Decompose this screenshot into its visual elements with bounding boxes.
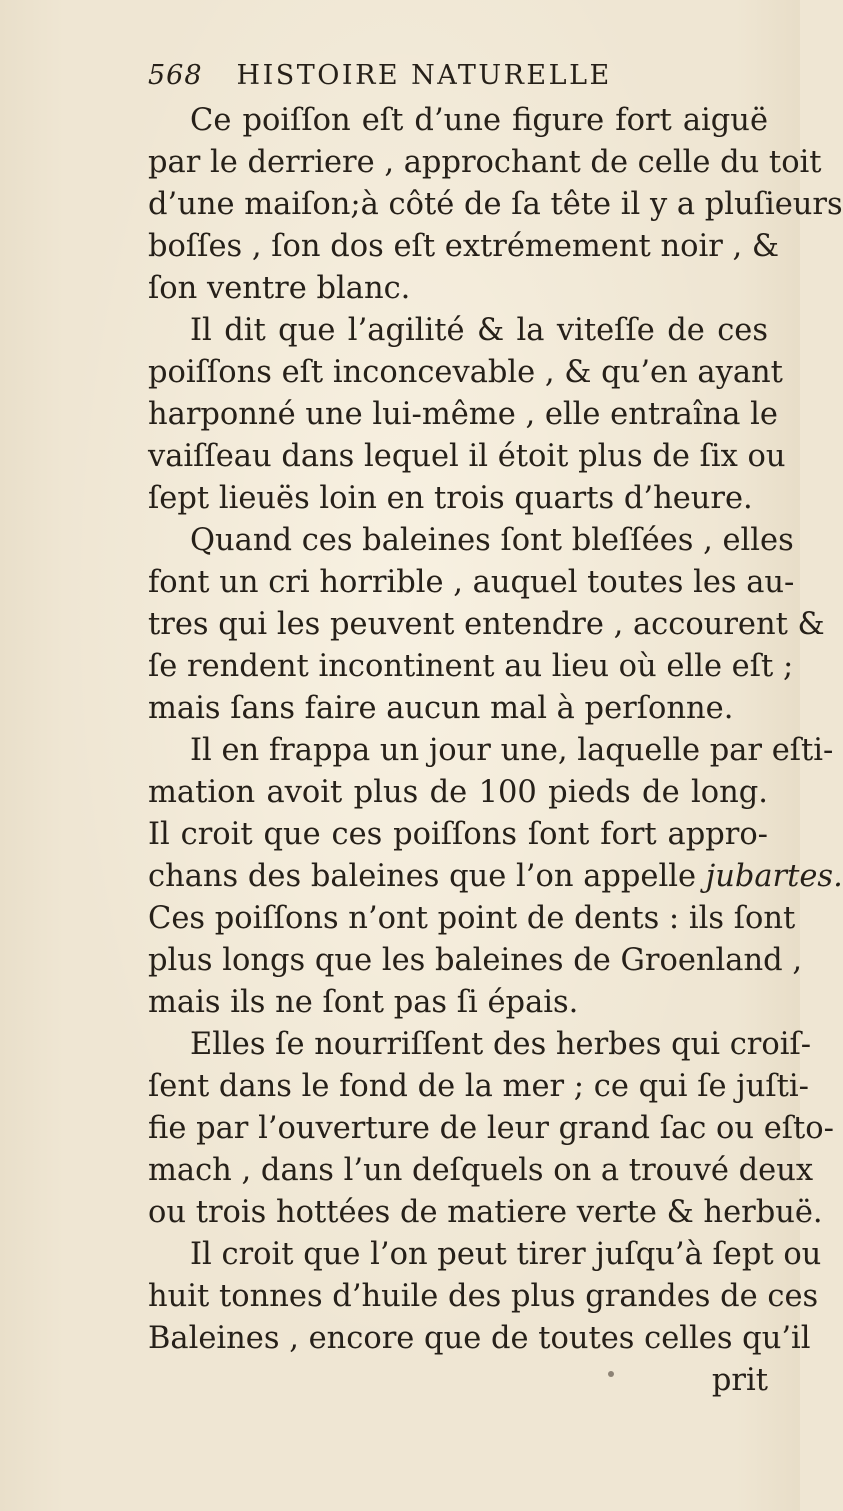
running-title: HISTOIRE NATURELLE xyxy=(236,60,612,91)
text-line: chans des baleines que l’on appelle jubartes. xyxy=(148,859,843,894)
text-line: mais ſans faire aucun mal à perſonne. xyxy=(148,691,734,726)
text-line: Baleines , encore que de toutes celles qu’il xyxy=(148,1321,811,1356)
text-line: Ce poiſſon eſt d’une figure fort aiguë xyxy=(190,103,768,138)
text-line: vaiſſeau dans lequel il étoit plus de ſix ou xyxy=(148,439,786,474)
text-line: ſept lieuës loin en trois quarts d’heure. xyxy=(148,481,753,516)
text-line: harponné une lui-même , elle entraîna le xyxy=(148,397,778,432)
ink-speck xyxy=(608,1371,614,1377)
text-line: ſe rendent incontinent au lieu où elle eſt ; xyxy=(148,649,794,684)
text-line: d’une maiſon;à côté de ſa tête il y a pluſieurs xyxy=(148,187,843,222)
text-line: ſon ventre blanc. xyxy=(148,271,411,306)
text-line: mation avoit plus de 100 pieds de long. xyxy=(148,775,768,810)
text-line: boſſes , ſon dos eſt extrémement noir , & xyxy=(148,229,780,264)
page-header xyxy=(148,60,688,100)
text-line: font un cri horrible , auquel toutes les au- xyxy=(148,565,795,600)
body-text xyxy=(148,100,843,1402)
text-line: Il dit que l’agilité & la viteſſe de ces xyxy=(190,313,768,348)
text-line: huit tonnes d’huile des plus grandes de ces xyxy=(148,1279,819,1314)
text-line: par le derriere , approchant de celle du toit xyxy=(148,145,822,180)
text-line: ſent dans le fond de la mer ; ce qui ſe juſti- xyxy=(148,1069,809,1104)
text-line: Quand ces baleines ſont bleſſées , elles xyxy=(190,523,794,558)
text-line: Il croit que ces poiſſons ſont fort appro- xyxy=(148,817,768,852)
text-line: tres qui les peuvent entendre , accourent & xyxy=(148,607,825,642)
text-line: Ces poiſſons n’ont point de dents : ils ſont xyxy=(148,901,796,936)
text-line: mach , dans l’un deſquels on a trouvé deux xyxy=(148,1153,814,1188)
page-number: 568 xyxy=(148,60,203,91)
text-line: Elles ſe nourriſſent des herbes qui croiſ- xyxy=(190,1027,812,1062)
text-line: Il en frappa un jour une, laquelle par eſti- xyxy=(190,733,834,768)
text-line: Il croit que l’on peut tirer juſqu’à ſept ou xyxy=(190,1237,822,1272)
text-line: poiſſons eſt inconcevable , & qu’en ayant xyxy=(148,355,783,390)
text-line: mais ils ne ſont pas ſi épais. xyxy=(148,985,579,1020)
text-line: plus longs que les baleines de Groenland , xyxy=(148,943,803,978)
text-line: ou trois hottées de matiere verte & herbuë. xyxy=(148,1195,823,1230)
catchword: prit xyxy=(711,1363,768,1398)
text-line: fie par l’ouverture de leur grand ſac ou eſto- xyxy=(148,1111,834,1146)
